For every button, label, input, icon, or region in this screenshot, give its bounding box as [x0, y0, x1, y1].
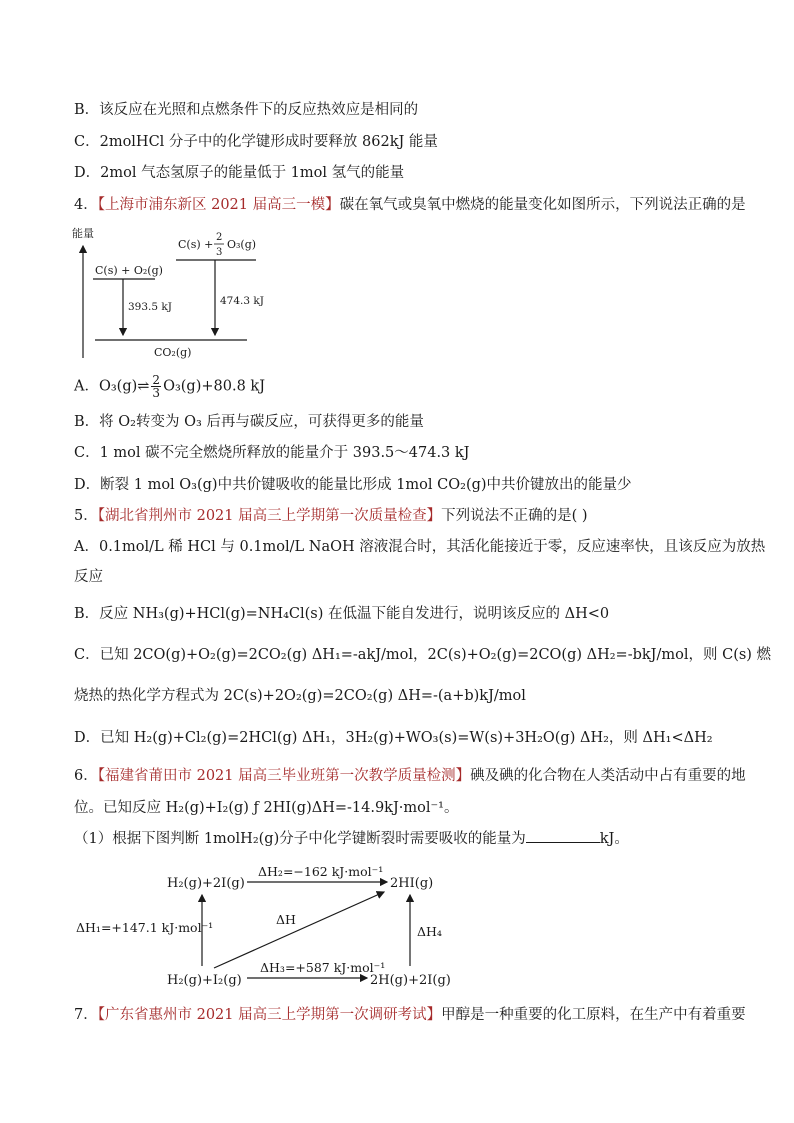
q6-stem-1: 碘及碘的化合物在人类活动中占有重要的地 [470, 768, 746, 784]
q4-level-right-suffix: O₃(g) [227, 238, 257, 251]
q4-value-left: 393.5 kJ [128, 301, 172, 313]
q6-dh-label: ΔH [276, 912, 296, 927]
q6-dh1-label: ΔH₁=+147.1 kJ·mol⁻¹ [76, 920, 214, 935]
q4-energy-diagram [70, 222, 270, 364]
q5-source: 【湖北省荆州市 2021 届高三上学期第一次质量检查】 [97, 508, 442, 524]
q4-level-right-frac-num: 2 [216, 232, 223, 243]
q4-level-left-label: C(s) + O₂(g) [95, 264, 163, 277]
q4-stem-line [74, 195, 746, 215]
q5-option-c-line1: C．已知 2CO(g)+O₂(g)=2CO₂(g) ΔH₁=-akJ/mol，2C(s)+O₂(g)=2CO(g) ΔH₂=-bkJ/mol，则 C(s) 燃 [74, 647, 772, 663]
q6-source: 【福建省莆田市 2021 届高三毕业班第一次教学质量检测】 [97, 768, 471, 784]
q5-option-c-line2: 烧热的热化学方程式为 2C(s)+2O₂(g)=2CO₂(g) ΔH=-(a+b)kJ/mol [74, 688, 526, 704]
q5-stem: 下列说法不正确的是( ) [441, 508, 588, 524]
q6-stem-line [74, 766, 746, 786]
q6-dh2-label: ΔH₂=−162 kJ·mol⁻¹ [258, 864, 384, 879]
q4-level-right-frac-den: 3 [216, 247, 223, 258]
q5-option-b: B．反应 NH₃(g)+HCl(g)=NH₄Cl(s) 在低温下能自发进行，说明该反应的 ΔH<0 [74, 606, 610, 622]
q4-energy-axis-label: 能量 [72, 227, 94, 240]
q4-number: 4． [74, 197, 98, 213]
q4-option-a: A．O₃(g)⇌ $\frac{2}{3}$ O₃(g)+80.8 kJ [74, 373, 266, 400]
q7-stem: 甲醇是一种重要的化工原料，在生产中有着重要 [441, 1007, 746, 1023]
q6-dh3-label: ΔH₃=+587 kJ·mol⁻¹ [260, 960, 386, 975]
q3-option-b: B．该反应在光照和点燃条件下的反应热效应是相同的 [74, 102, 419, 118]
q5-stem-line [74, 506, 588, 526]
q5-option-a-line2: 反应 [74, 569, 103, 585]
q6-arrow-dh [214, 892, 384, 968]
q5-number: 5． [74, 508, 98, 524]
q4-stem: 碳在氧气或臭氧中燃烧的能量变化如图所示，下列说法正确的是 [339, 197, 746, 213]
q4-level-right-prefix: C(s) + [178, 238, 214, 251]
q4-option-c: C．1 mol 碳不完全燃烧所释放的能量介于 393.5～474.3 kJ [74, 445, 470, 461]
q3-option-c: C．2molHCl 分子中的化学键形成时要释放 862kJ 能量 [74, 134, 438, 150]
q6-top-left-label: H₂(g)+2I(g) [167, 876, 245, 891]
q4-source: 【上海市浦东新区 2021 届高三一模】 [97, 197, 340, 213]
q4-product-label: CO₂(g) [154, 346, 192, 359]
q7-number: 7． [74, 1007, 98, 1023]
q6-dh4-label: ΔH₄ [417, 924, 442, 939]
q6-hess-diagram [72, 860, 462, 994]
q4-option-b: B．将 O₂转变为 O₃ 后再与碳反应，可获得更多的能量 [74, 414, 424, 430]
q6-stem-line2: 位。已知反应 H₂(g)+I₂(g) ƒ 2HI(g)ΔH=-14.9kJ·mol⁻¹。 [74, 800, 459, 816]
q5-option-a-line1: A．0.1mol/L 稀 HCl 与 0.1mol/L NaOH 溶液混合时，其活化能接近于零，反应速率快，且该反应为放热 [74, 539, 766, 555]
q6-answer-blank[interactable] [526, 828, 600, 843]
q6-bottom-left-label: H₂(g)+I₂(g) [167, 973, 242, 988]
q4-option-d: D．断裂 1 mol O₃(g)中共价键吸收的能量比形成 1mol CO₂(g)中共价键放出的能量少 [74, 477, 632, 493]
q7-stem-line [74, 1005, 746, 1025]
q6-top-right-label: 2HI(g) [390, 876, 434, 891]
q6-number: 6． [74, 768, 98, 784]
q4-value-right: 474.3 kJ [220, 295, 264, 307]
q3-option-d: D．2mol 气态氢原子的能量低于 1mol 氢气的能量 [74, 165, 405, 181]
q4-option-a-fraction: $\frac{2}{3}$ [152, 373, 161, 400]
q5-option-d: D．已知 H₂(g)+Cl₂(g)=2HCl(g) ΔH₁，3H₂(g)+WO₃(s)=W(s)+3H₂O(g) ΔH₂，则 ΔH₁<ΔH₂ [74, 730, 713, 746]
q6-subquestion-1: （1）根据下图判断 1molH₂(g)分子中化学键断裂时需要吸收的能量为 kJ。 [74, 828, 629, 849]
q7-source: 【广东省惠州市 2021 届高三上学期第一次调研考试】 [97, 1007, 442, 1023]
q6-bottom-right-label: 2H(g)+2I(g) [370, 973, 451, 988]
